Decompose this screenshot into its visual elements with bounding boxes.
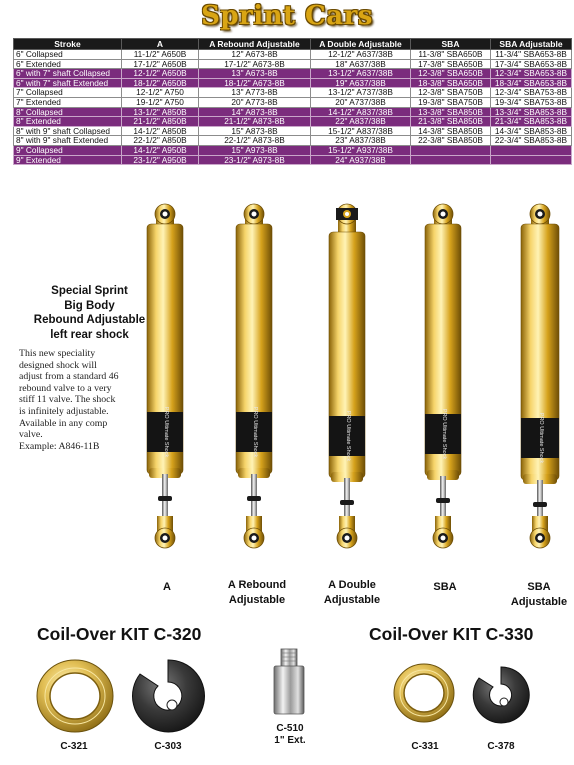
table-row — [14, 97, 572, 107]
promo-text-line: stiff 11 valve. The shock — [19, 394, 116, 406]
part-c-303-label — [142, 741, 194, 753]
promo-heading-line: Special Sprint — [51, 285, 128, 297]
table-row — [14, 69, 572, 79]
table-body — [14, 50, 572, 165]
part-number-cell: 18-3/4" SBA653-8B — [491, 78, 572, 88]
table-row — [14, 88, 572, 98]
promo-text-line: valve. — [19, 429, 43, 441]
promo-text-line: is infinitely adjustable. — [19, 405, 109, 417]
stroke-cell: 6" Extended — [14, 59, 122, 69]
part-number-cell: 15" A973-8B — [199, 145, 311, 155]
part-number-cell: 13-1/2" A637/38B — [311, 69, 411, 79]
stroke-cell: 6" with 7" shaft Collapsed — [14, 69, 122, 79]
shock-label-line: A Rebound — [227, 579, 287, 591]
table-row — [14, 117, 572, 127]
part-number-cell: 17-1/2" A673-8B — [199, 59, 311, 69]
shock-label-a-rebound-adjustable — [212, 578, 302, 608]
part-number-cell: 19" A637/38B — [311, 78, 411, 88]
part-number-cell: 11-1/2" A650B — [122, 50, 199, 60]
stroke-cell: 7" Collapsed — [14, 88, 122, 98]
part-number-cell: 11-3/8" SBA650B — [411, 50, 491, 60]
part-number-cell: 19-1/2" A750 — [122, 97, 199, 107]
stroke-cell: 6" Collapsed — [14, 50, 122, 60]
table-row — [14, 155, 572, 165]
part-number-cell: 14-1/2" A950B — [122, 145, 199, 155]
stroke-cell: 8" Extended — [14, 117, 122, 127]
part-number-cell — [491, 145, 572, 155]
part-number-cell: 14" A873-8B — [199, 107, 311, 117]
promo-text-line: This new speciality — [19, 348, 96, 359]
promo-heading-line: Big Body — [64, 299, 115, 312]
svg-text:PRO Ultimate Shock: PRO Ultimate Shock — [345, 410, 351, 462]
stroke-cell: 8" with 9" shaft Extended — [14, 136, 122, 146]
part-number-cell: 19-3/8" SBA750B — [411, 97, 491, 107]
svg-text:PRO Ultimate Shock: PRO Ultimate Shock — [538, 412, 544, 464]
shock-graphic — [420, 202, 466, 567]
promo-text-line: adjust from a standard 46 — [19, 371, 119, 383]
part-label-line: C-510 — [276, 723, 304, 734]
col-header-a-rebound-adjustable: A Rebound Adjustable — [199, 39, 311, 50]
part-number-cell: 24" A937/38B — [311, 155, 411, 165]
col-header-a-double-adjustable: A Double Adjustable — [311, 39, 411, 50]
a-rebound-adjustable-shock — [231, 202, 277, 572]
svg-text:PRO Ultimate Shock: PRO Ultimate Shock — [441, 408, 447, 460]
part-number-cell: 12-1/2" A650B — [122, 69, 199, 79]
part-number-cell: 12-1/2" A750 — [122, 88, 199, 98]
shock-label-line: A Double — [328, 579, 376, 591]
part-number-cell: 21-3/4" SBA853-8B — [491, 117, 572, 127]
part-c-510-image — [268, 646, 310, 723]
shock-graphic — [231, 202, 277, 567]
part-number-cell: 17-1/2" A650B — [122, 59, 199, 69]
shock-graphic — [517, 202, 563, 567]
part-label-line: 1" Ext. — [274, 735, 306, 746]
table-row — [14, 126, 572, 136]
promo-description — [19, 348, 137, 452]
shock-label-line: Adjustable — [323, 594, 381, 606]
kit-title-c-320: Coil-Over KIT C-320 — [37, 624, 202, 644]
col-header-sba: SBA — [411, 39, 491, 50]
part-number-cell — [411, 155, 491, 165]
part-number-cell: 23-1/2" A973-8B — [199, 155, 311, 165]
part-number-cell: 20" A773-8B — [199, 97, 311, 107]
part-c-378-image — [470, 664, 532, 731]
table-row — [14, 78, 572, 88]
part-number-cell: 18-1/2" A673-8B — [199, 78, 311, 88]
part-number-cell: 13-3/4" SBA853-8B — [491, 107, 572, 117]
part-number-cell: 13" A673-8B — [199, 69, 311, 79]
part-number-cell: 20" A737/38B — [311, 97, 411, 107]
part-label-line: C-321 — [60, 741, 88, 752]
part-number-cell: 17-3/4" SBA653-8B — [491, 59, 572, 69]
part-c-321-image — [34, 656, 116, 741]
part-c-510-label — [262, 723, 318, 747]
svg-text:PRO Ultimate Shock: PRO Ultimate Shock — [252, 406, 258, 458]
part-number-cell: 14-1/2" A850B — [122, 126, 199, 136]
part-label-line: C-378 — [487, 741, 515, 752]
part-number-cell: 22-3/4" SBA853-8B — [491, 136, 572, 146]
stroke-cell: 7" Extended — [14, 97, 122, 107]
part-c-321-label — [52, 741, 96, 753]
part-c-303-image — [128, 656, 208, 741]
promo-text-line: rebound valve to a very — [19, 382, 112, 394]
part-number-cell: 15-1/2" A937/38B — [311, 145, 411, 155]
part-number-cell: 19-3/4" SBA753-8B — [491, 97, 572, 107]
part-number-cell: 18-3/8" SBA650B — [411, 78, 491, 88]
part-number-cell: 23" A837/38B — [311, 136, 411, 146]
shock-label-line: Adjustable — [228, 594, 286, 606]
part-number-cell: 14-3/4" SBA853-8B — [491, 126, 572, 136]
part-number-cell — [491, 155, 572, 165]
promo-text-line: designed shock will — [19, 359, 97, 371]
part-number-cell: 11-3/4" SBA653-8B — [491, 50, 572, 60]
table-row — [14, 136, 572, 146]
promo-text-line: Example: A846-11B — [19, 440, 100, 452]
promo-heading-line: Rebound Adjustable — [33, 314, 146, 326]
table-row — [14, 50, 572, 60]
part-number-cell: 21-1/2" A850B — [122, 117, 199, 127]
stroke-cell: 8" with 9" shaft Collapsed — [14, 126, 122, 136]
part-number-cell: 12-3/4" SBA653-8B — [491, 69, 572, 79]
promo-heading-line: left rear shock — [50, 328, 129, 341]
part-number-cell: 21-3/8" SBA850B — [411, 117, 491, 127]
shock-graphic — [142, 202, 188, 567]
part-number-cell: 23-1/2" A950B — [122, 155, 199, 165]
part-number-cell: 12-3/4" SBA753-8B — [491, 88, 572, 98]
shock-label-sba-adjustable — [504, 580, 574, 610]
part-number-cell: 12-3/8" SBA750B — [411, 88, 491, 98]
part-number-cell: 14-3/8" SBA850B — [411, 126, 491, 136]
page-title: Sprint Cars — [201, 1, 373, 31]
shock-label-a — [143, 580, 191, 595]
part-number-cell: 13" A773-8B — [199, 88, 311, 98]
table-row — [14, 59, 572, 69]
col-header-stroke: Stroke — [14, 39, 122, 50]
part-number-cell: 17-3/8" SBA650B — [411, 59, 491, 69]
part-number-cell: 15" A873-8B — [199, 126, 311, 136]
part-number-cell: 18" A637/38B — [311, 59, 411, 69]
shock-label-line: SBA — [527, 581, 551, 593]
part-number-cell: 22" A837/38B — [311, 117, 411, 127]
svg-text:PRO Ultimate Shock: PRO Ultimate Shock — [163, 406, 169, 458]
part-number-cell: 13-1/2" A850B — [122, 107, 199, 117]
sba-shock — [420, 202, 466, 572]
part-number-cell: 18-1/2" A650B — [122, 78, 199, 88]
sba-adjustable-shock — [517, 202, 563, 572]
part-number-cell: 12-3/8" SBA650B — [411, 69, 491, 79]
promo-text-line: Available in any comp — [19, 417, 108, 429]
part-number-cell: 12-1/2" A637/38B — [311, 50, 411, 60]
shock-label-line: A — [163, 581, 171, 593]
shock-label-sba — [420, 580, 470, 595]
stroke-cell: 6" with 7" shaft Extended — [14, 78, 122, 88]
table-row — [14, 145, 572, 155]
a-double-adjustable-shock — [324, 202, 370, 572]
part-c-331-label — [403, 741, 447, 753]
col-header-a: A — [122, 39, 199, 50]
col-header-sba-adjustable: SBA Adjustable — [491, 39, 572, 50]
part-number-cell: 22-1/2" A850B — [122, 136, 199, 146]
part-label-line: C-303 — [154, 741, 182, 752]
stroke-cell: 8" Collapsed — [14, 107, 122, 117]
part-c-331-image — [392, 661, 456, 730]
shock-label-a-double-adjustable — [307, 578, 397, 608]
part-number-cell: 13-1/2" A737/38B — [311, 88, 411, 98]
stroke-cell: 9" Extended — [14, 155, 122, 165]
part-number-cell: 22-1/2" A873-8B — [199, 136, 311, 146]
part-number-cell: 14-1/2" A837/38B — [311, 107, 411, 117]
kit-title-c-330: Coil-Over KIT C-330 — [369, 624, 534, 644]
table-row — [14, 107, 572, 117]
a-shock — [142, 202, 188, 572]
shock-spec-table — [13, 38, 572, 165]
part-number-cell: 12" A673-8B — [199, 50, 311, 60]
part-number-cell: 13-3/8" SBA850B — [411, 107, 491, 117]
part-number-cell: 21-1/2" A873-8B — [199, 117, 311, 127]
shock-label-line: SBA — [433, 581, 457, 593]
part-label-line: C-331 — [411, 741, 439, 752]
part-c-378-label — [476, 741, 526, 753]
part-number-cell: 22-3/8" SBA850B — [411, 136, 491, 146]
part-number-cell: 15-1/2" A837/38B — [311, 126, 411, 136]
stroke-cell: 9" Collapsed — [14, 145, 122, 155]
part-number-cell — [411, 145, 491, 155]
shock-label-line: Adjustable — [510, 596, 568, 608]
shock-graphic — [324, 202, 370, 567]
table-header-row — [14, 39, 572, 50]
